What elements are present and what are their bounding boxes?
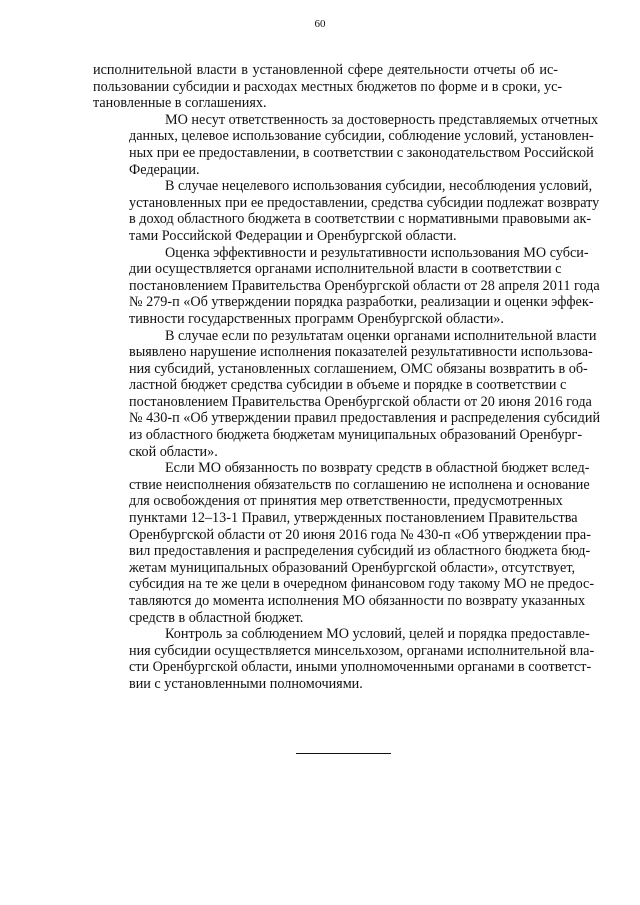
text-line: субсидия на те же цели в очередном финансовом году такому МО не предос- (129, 576, 595, 593)
end-of-text-divider (296, 753, 391, 754)
paragraph-violation-return (93, 327, 601, 461)
text-line: дии осуществляется органами исполнительной власти в соответствии с (129, 261, 562, 278)
text-line: Если МО обязанность по возврату средств в областной бюджет вслед- (165, 460, 590, 477)
text-line: № 279-п «Об утверждении порядка разработки, реализации и оценки эффек- (129, 294, 594, 311)
paragraph-responsibility (93, 111, 599, 178)
text-line: для освобождения от принятия мер ответственности, предусмотренных (129, 493, 563, 510)
text-line: исполнительной власти в установленной сфере деятельности отчеты об ис- (93, 62, 558, 78)
text-line: тами Российской Федерации и Оренбургской области. (129, 227, 457, 244)
paragraph-obligation (93, 460, 595, 626)
text-line: пунктами 12–13-1 Правил, утвержденных постановлением Правительства (129, 510, 578, 527)
paragraph-continuation (93, 62, 563, 112)
text-line: ния субсидии осуществляется минсельхозом, органами исполнительной вла- (129, 642, 595, 659)
text-line: ных при ее предоставлении, в соответствии с законодательством Российской (129, 144, 594, 161)
text-line: постановлением Правительства Оренбургской области от 28 апреля 2011 года (129, 277, 600, 294)
text-line: № 430-п «Об утверждении правил предоставления и распределения субсидий (129, 410, 601, 427)
document-body (93, 62, 601, 693)
text-line: из областного бюджета бюджетам муниципальных образований Оренбург- (129, 427, 583, 444)
text-line: данных, целевое использование субсидии, соблюдение условий, установлен- (129, 128, 594, 145)
text-line: в доход областного бюджета в соответствии с нормативными правовыми ак- (129, 211, 592, 228)
paragraph-efficiency (93, 244, 600, 328)
text-line: тановленные в соглашениях. (93, 95, 267, 112)
text-line: Оценка эффективности и результативности использования МО субси- (165, 244, 589, 261)
text-line: сти Оренбургской области, иными уполномоченными органами в соответст- (129, 659, 592, 676)
text-line: вил предоставления и распределения субсидий из областного бюджета бюд- (129, 543, 591, 560)
paragraph-misuse (93, 178, 600, 244)
text-line: постановлением Правительства Оренбургской области от 20 июня 2016 года (129, 393, 592, 410)
text-line: установленных при ее предоставлении, средства субсидии подлежат возврату (129, 194, 600, 211)
text-line: ской области». (129, 443, 218, 460)
text-line: Федерации. (129, 161, 200, 178)
text-line: ластной бюджет средства субсидии в объеме и порядке в соответствии с (129, 377, 567, 394)
text-line: ствие неисполнения обязательств по соглашению не исполнена и основание (129, 476, 590, 493)
text-line: В случае если по результатам оценки органами исполнительной власти (165, 327, 597, 344)
text-line: ния субсидий, установленных соглашением, ОМС обязаны возвратить в об- (129, 360, 588, 377)
paragraph-control (93, 626, 595, 692)
page-number: 60 (314, 18, 326, 30)
text-line: средств в областной бюджет. (129, 609, 304, 626)
text-line: Контроль за соблюдением МО условий, целей и порядка предоставле- (165, 626, 590, 643)
text-line: тавляются до момента исполнения МО обязанности по возврату указанных (129, 593, 586, 609)
text-line: МО несут ответственность за достоверность представляемых отчетных (165, 111, 599, 128)
text-line: В случае нецелевого использования субсидии, несоблюдения условий, (165, 178, 593, 195)
text-line: выявлено нарушение исполнения показателей результативности использова- (129, 344, 593, 361)
text-line: пользовании субсидии и расходах местных бюджетов по форме и в сроки, ус- (93, 78, 563, 95)
text-line: жетам муниципальных образований Оренбургской области», отсутствует, (129, 559, 576, 576)
text-line: вии с установленными полномочиями. (129, 675, 363, 692)
text-line: Оренбургской области от 20 июня 2016 года № 430-п «Об утверждении пра- (129, 526, 591, 543)
text-line: тивности государственных программ Оренбургской области». (129, 310, 504, 327)
